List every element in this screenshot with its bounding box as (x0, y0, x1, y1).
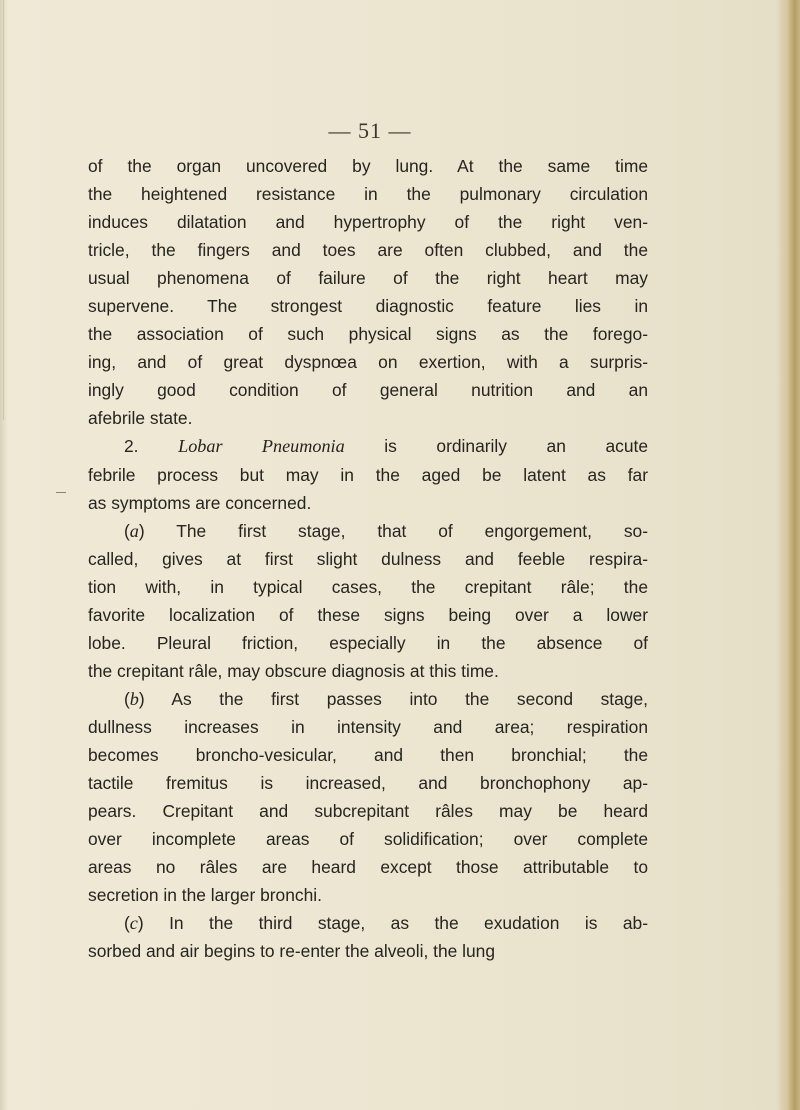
text-run: called, gives at first slight dulness and feeble respira- (88, 548, 648, 569)
paragraph (88, 152, 648, 432)
paragraph (88, 432, 648, 516)
text-run: tricle, the fingers and toes are often clubbed, and the (88, 240, 648, 261)
text-run: 2. (124, 436, 179, 457)
text-line (88, 264, 648, 292)
text-run: ( (124, 688, 130, 709)
text-run: is ordinarily an acute (344, 436, 649, 457)
text-run: ( (124, 520, 130, 541)
text-run: becomes broncho-vesicular, and then bronchial; the (88, 744, 648, 765)
text-line (88, 797, 648, 825)
text-line (88, 601, 648, 629)
text-line (88, 853, 648, 881)
text-line (88, 629, 648, 657)
text-line (88, 881, 648, 909)
text-line (88, 432, 648, 460)
margin-rule (3, 0, 4, 420)
text-line (88, 909, 648, 937)
text-line (88, 348, 648, 376)
text-run: ingly good condition of general nutrition and an (88, 380, 648, 401)
text-line (88, 292, 648, 320)
text-run: pears. Crepitant and subcrepitant râles may be heard (88, 801, 648, 822)
paragraph (88, 909, 648, 965)
page-number: — 51 — (328, 118, 412, 143)
page-edge-discoloration (778, 0, 800, 1110)
italic-run: a (129, 520, 139, 541)
text-run: afebrile state. (88, 408, 193, 429)
text-run: as symptoms are concerned. (88, 492, 312, 513)
text-run: usual phenomena of failure of the right heart may (88, 268, 648, 289)
text-line (88, 545, 648, 573)
text-line (88, 461, 648, 489)
italic-run: Lobar Pneumonia (178, 436, 345, 457)
text-run: ) As the first passes into the second stage, (138, 688, 648, 709)
text-run: of the organ uncovered by lung. At the same time (88, 156, 648, 176)
text-line (88, 320, 648, 348)
body-text (88, 152, 648, 965)
text-line (88, 825, 648, 853)
text-run: tactile fremitus is increased, and bronchophony ap- (88, 773, 648, 794)
margin-mark (56, 492, 66, 493)
paragraph (88, 517, 648, 685)
text-line (88, 152, 648, 180)
text-run: supervene. The strongest diagnostic feature lies in (88, 296, 648, 317)
text-line (88, 937, 648, 965)
text-line (88, 685, 648, 713)
text-line (88, 769, 648, 797)
page-gutter-shadow (0, 0, 8, 1110)
text-line (88, 713, 648, 741)
paragraph (88, 685, 648, 909)
text-line (88, 741, 648, 769)
text-line (88, 180, 648, 208)
text-line (88, 573, 648, 601)
text-run: sorbed and air begins to re-enter the alveoli, the lung (88, 941, 496, 962)
text-line (88, 517, 648, 545)
text-run: secretion in the larger bronchi. (88, 885, 322, 906)
italic-run: c (129, 913, 138, 934)
text-line (88, 208, 648, 236)
text-run: lobe. Pleural friction, especially in the absence of (88, 632, 648, 653)
text-run: the crepitant râle, may obscure diagnosis at this time. (88, 660, 499, 681)
text-run: over incomplete areas of solidification; over complete (88, 829, 648, 850)
text-run: febrile process but may in the aged be latent as far (88, 464, 648, 485)
text-run: favorite localization of these signs being over a lower (88, 604, 648, 625)
text-run: areas no râles are heard except those attributable to (88, 857, 648, 878)
text-run: ) The first stage, that of engorgement, so- (138, 520, 648, 541)
text-run: ing, and of great dyspnœa on exertion, with a surpris- (88, 352, 648, 373)
text-line (88, 236, 648, 264)
text-run: ( (124, 913, 130, 934)
text-run: dullness increases in intensity and area; respiration (88, 716, 648, 737)
text-run: the heightened resistance in the pulmonary circulation (88, 184, 648, 205)
text-run: ) In the third stage, as the exudation is ab- (137, 913, 648, 934)
text-run: the association of such physical signs as the forego- (88, 324, 648, 345)
text-run: tion with, in typical cases, the crepitant râle; the (88, 576, 648, 597)
text-run: induces dilatation and hypertrophy of the right ven- (88, 212, 648, 233)
text-line (88, 404, 648, 432)
text-line (88, 657, 648, 685)
text-line (88, 376, 648, 404)
text-line (88, 489, 648, 517)
italic-run: b (129, 688, 139, 709)
